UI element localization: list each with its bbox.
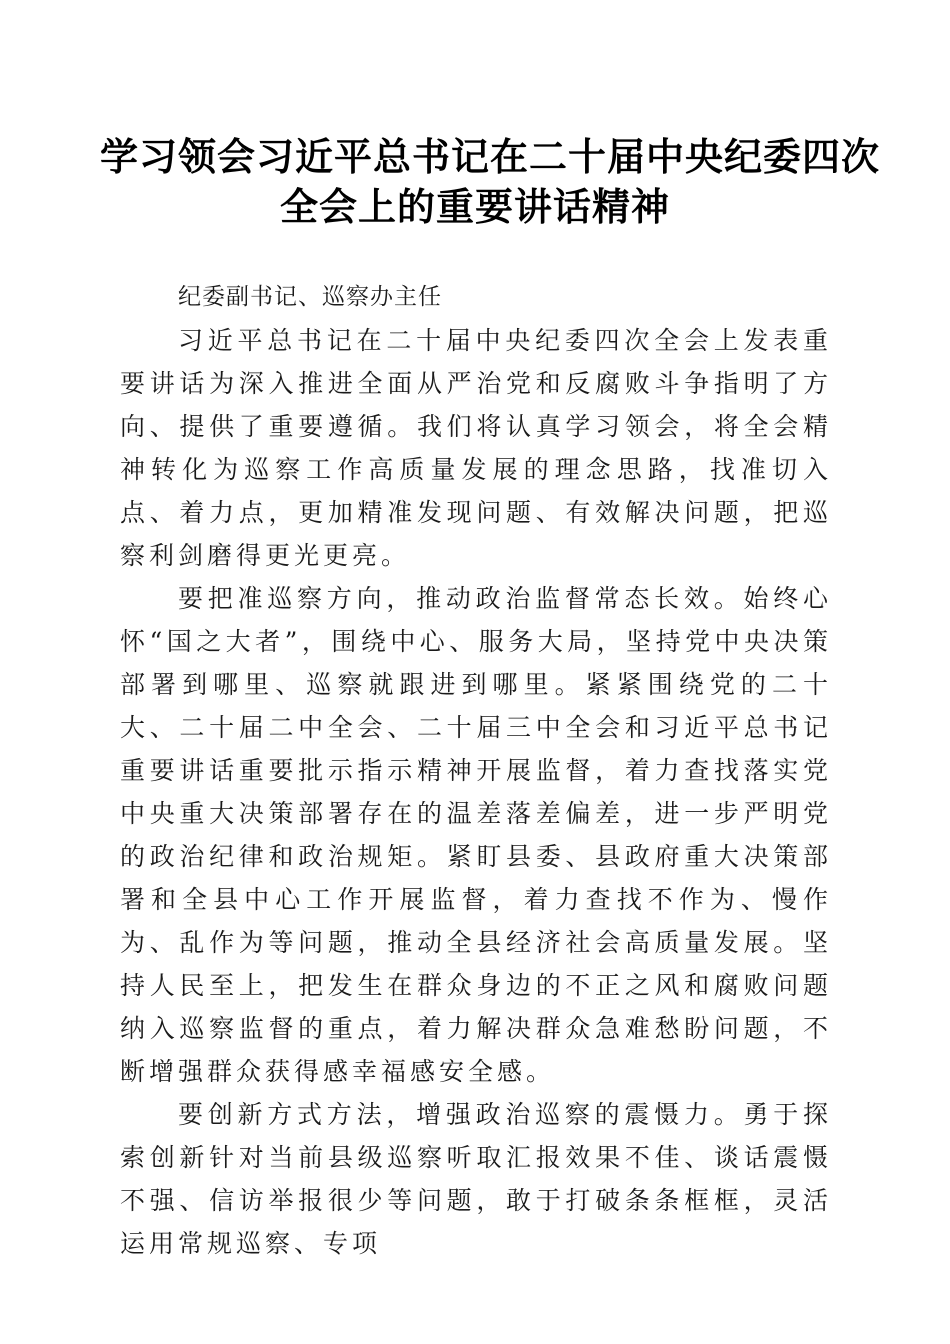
title-line-2: 全会上的重要讲话精神 [279,185,670,229]
title-line-1: 学习领会习近平总书记在二十届中央纪委四次 [100,135,881,179]
document-title [100,132,881,232]
author-line: 纪委副书记、巡察办主任 [178,284,442,310]
paragraph-1: 习近平总书记在二十届中央纪委四次全会上发表重要讲话为深入推进全面从严治党和反腐败斗争指明了方向、提供了重要遵循。我们将认真学习领会，将全会精神转化为巡察工作高质量发展的理念思路，找准切入点、着力点，更加精准发现问题、有效解决问题，把巡察利剑磨得更光更亮。 [120,326,832,570]
paragraph-2: 要把准巡察方向，推动政治监督常态长效。始终心怀“国之大者”，围绕中心、服务大局，坚持党中央决策部署到哪里、巡察就跟进到哪里。紧紧围绕党的二十大、二十届二中全会、二十届三中全会和习近平总书记重要讲话重要批示指示精神开展监督，着力查找落实党中央重大决策部署存在的温差落差偏差，进一步严明党的政治纪律和政治规矩。紧盯县委、县政府重大决策部署和全县中心工作开展监督，着力查找不作为、慢作为、乱作为等问题，推动全县经济社会高质量发展。坚持人民至上，把发生在群众身边的不正之风和腐败问题纳入巡察监督的重点，着力解决群众急难愁盼问题，不断增强群众获得感幸福感安全感。 [120,584,832,1086]
document-body [120,276,832,1265]
paragraph-3: 要创新方式方法，增强政治巡察的震慑力。勇于探索创新针对当前县级巡察听取汇报效果不佳、谈话震慑不强、信访举报很少等问题，敢于打破条条框框，灵活运用常规巡察、专项 [120,1100,832,1258]
